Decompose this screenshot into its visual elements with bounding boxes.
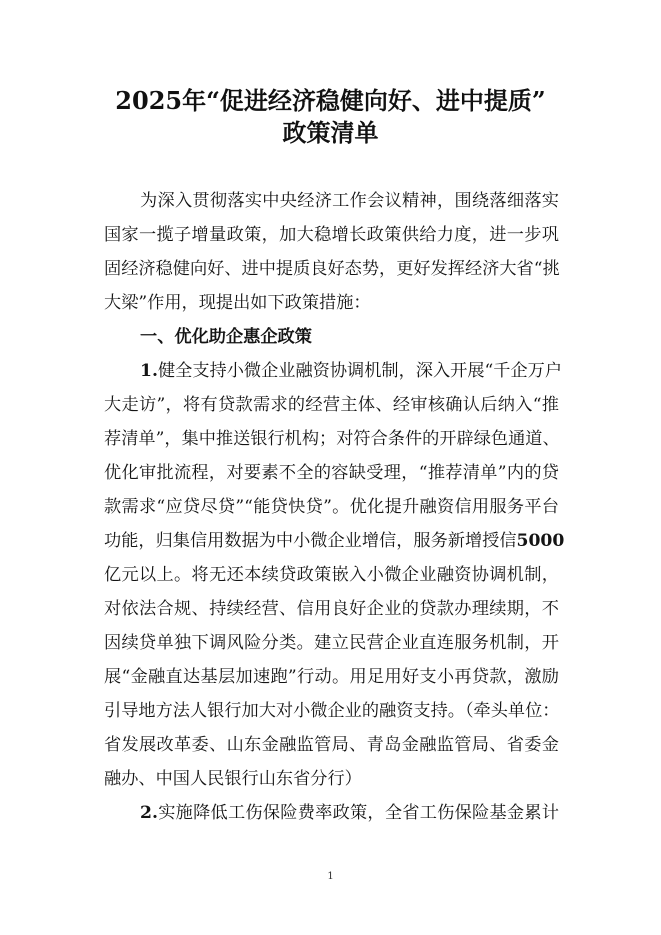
credit-amount: 5000 — [516, 531, 565, 551]
item1-line-3: 荐清单”，集中推送银行机构；对符合条件的开辟绿色通道、 — [104, 429, 560, 449]
item1-number: 1. — [140, 361, 158, 381]
intro-line-3: 固经济稳健向好、进中提质良好态势，更好发挥经济大省“挑 — [104, 259, 560, 279]
page-number: 1 — [327, 871, 334, 882]
intro-line-4: 大梁”作用，现提出如下政策措施： — [104, 293, 371, 313]
item1-line-11: 引导地方法人银行加大对小微企业的融资支持。（牵头单位： — [104, 701, 560, 721]
item1-line-12: 省发展改革委、山东金融监管局、青岛金融监管局、省委金 — [104, 735, 559, 755]
item1-line-13: 融办、中国人民银行山东省分行） — [104, 769, 362, 789]
item2-number: 2. — [140, 803, 158, 823]
document-title-line-2: 政策清单 — [282, 118, 379, 147]
intro-line-1: 为深入贯彻落实中央经济工作会议精神，围绕落细落实 — [140, 191, 559, 211]
section-heading: 一、优化助企惠企政策 — [140, 327, 312, 347]
item1-line-9: 因续贷单独下调风险分类。建立民营企业直连服务机制，开 — [104, 633, 559, 653]
item1-line-5: 款需求“应贷尽贷”“能贷快贷”。优化提升融资信用服务平台 — [104, 497, 559, 517]
item1-line-1 — [140, 360, 563, 382]
item1-line-7: 亿元以上。将无还本续贷政策嵌入小微企业融资协调机制， — [104, 565, 559, 585]
item1-line-1-text: 健全支持小微企业融资协调机制，深入开展“千企万户 — [157, 361, 563, 381]
item2-line-1-text: 实施降低工伤保险费率政策，全省工伤保险基金累计 — [157, 803, 559, 823]
item1-line-6-text: 功能，归集信用数据为中小微企业增信，服务新增授信 — [104, 531, 517, 551]
item1-line-4: 优化审批流程，对要素不全的容缺受理，“推荐清单”内的贷 — [104, 463, 559, 483]
document-title-line-1: 2025年“促进经济稳健向好、进中提质” — [115, 86, 546, 115]
item1-line-2: 大走访”，将有贷款需求的经营主体、经审核确认后纳入“推 — [104, 395, 559, 415]
item1-line-6 — [104, 530, 565, 552]
intro-line-2: 国家一揽子增量政策，加大稳增长政策供给力度，进一步巩 — [104, 225, 559, 245]
item1-line-8: 对依法合规、持续经营、信用良好企业的贷款办理续期，不 — [104, 599, 559, 619]
item2-line-1 — [140, 802, 559, 824]
item1-line-10: 展“金融直达基层加速跑”行动。用足用好支小再贷款，激励 — [104, 667, 559, 687]
